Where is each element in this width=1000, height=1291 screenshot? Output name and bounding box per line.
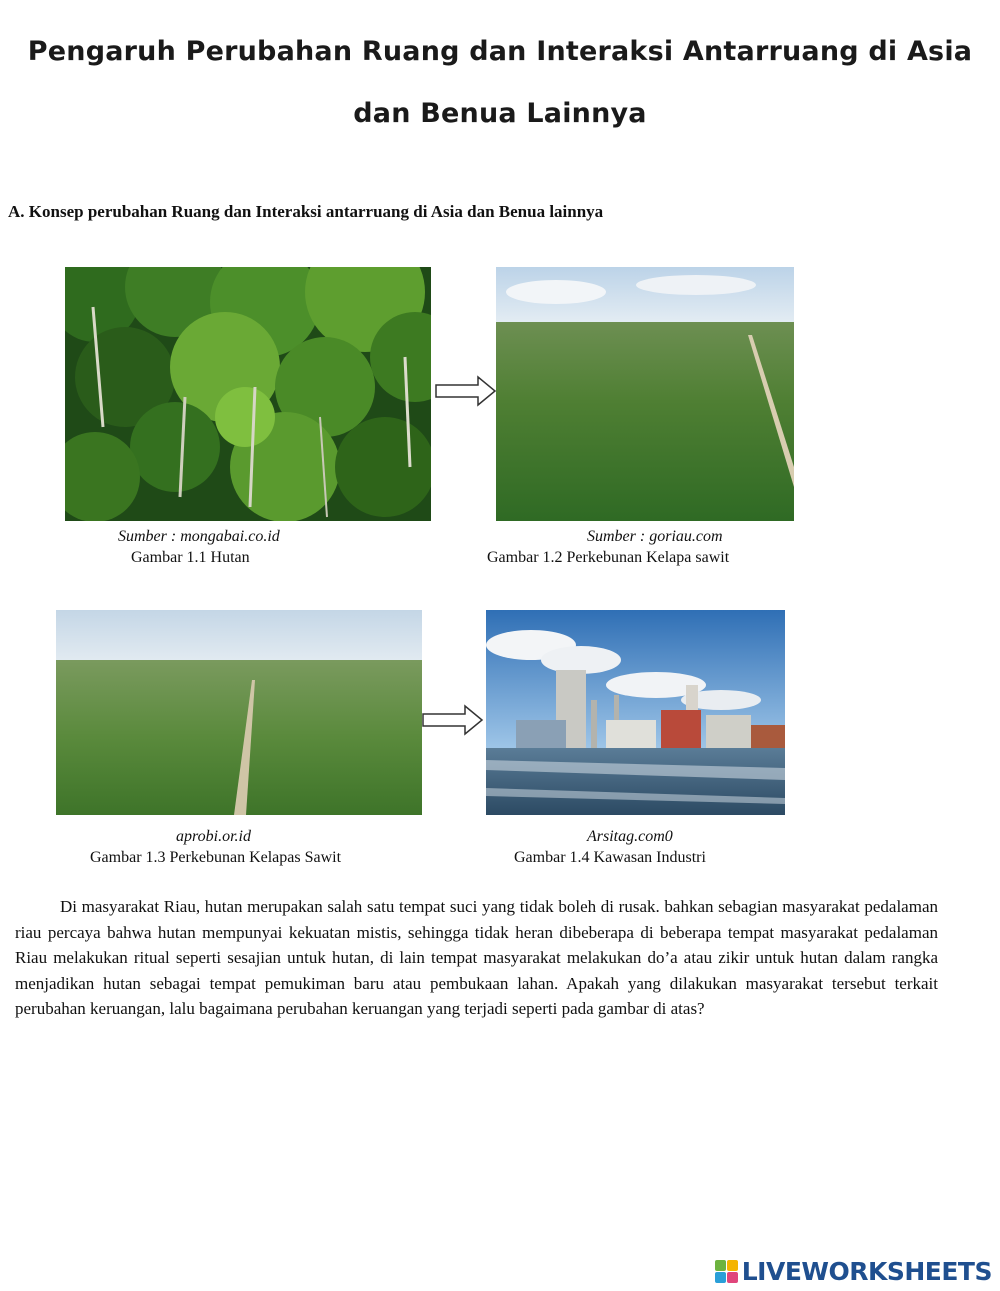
figure-1-2-caption: Gambar 1.2 Perkebunan Kelapa sawit <box>487 549 730 566</box>
figure-1-4-caption: Gambar 1.4 Kawasan Industri <box>514 849 706 866</box>
liveworksheets-label: LIVEWORKSHEETS <box>741 1256 992 1286</box>
figure-1-1-source: Sumber : mongabai.co.id <box>118 528 280 545</box>
arrow-right-icon <box>435 375 497 407</box>
industrial-area-photo <box>486 610 785 815</box>
liveworksheets-logo[interactable] <box>715 1256 992 1286</box>
figure-1-1-caption: Gambar 1.1 Hutan <box>131 549 250 566</box>
page-title-line-1: Pengaruh Perubahan Ruang dan Interaksi Antarruang di Asia <box>27 36 973 67</box>
forest-photo <box>65 267 431 521</box>
liveworksheets-logo-icon <box>715 1260 738 1283</box>
section-heading: A. Konsep perubahan Ruang dan Interaksi antarruang di Asia dan Benua lainnya <box>8 202 604 221</box>
palm-plantation-road-photo <box>56 610 422 815</box>
palm-plantation-photo <box>496 267 794 521</box>
arrow-right-icon <box>422 704 484 736</box>
figure-1-4-source: Arsitag.com0 <box>587 828 673 845</box>
body-paragraph: Di masyarakat Riau, hutan merupakan salah satu tempat suci yang tidak boleh di rusak. bahkan sebagian masyarakat pedalaman riau percaya bahwa hutan mempunyai kekuatan mistis, sehingga tidak heran dibeberapa di beberapa tempat masyarakat pedalaman Riau melakukan ritual seperti sesajian untuk hutan, di lain tempat masyarakat melakukan do’a atau zikir untuk hutan dalam rangka menjadikan hutan sebagai tempat pemukiman baru atau pembukaan lahan. Apakah yang dilakukan masyarakat tersebut terkait perubahan keruangan, lalu bagaimana perubahan keruangan yang terjadi seperti pada gambar di atas? <box>15 897 938 1018</box>
figure-1-3-source: aprobi.or.id <box>176 828 251 845</box>
figure-1-3-caption: Gambar 1.3 Perkebunan Kelapas Sawit <box>90 849 342 866</box>
figure-1-2-source: Sumber : goriau.com <box>587 528 723 545</box>
page-title-line-2: dan Benua Lainnya <box>353 98 647 129</box>
